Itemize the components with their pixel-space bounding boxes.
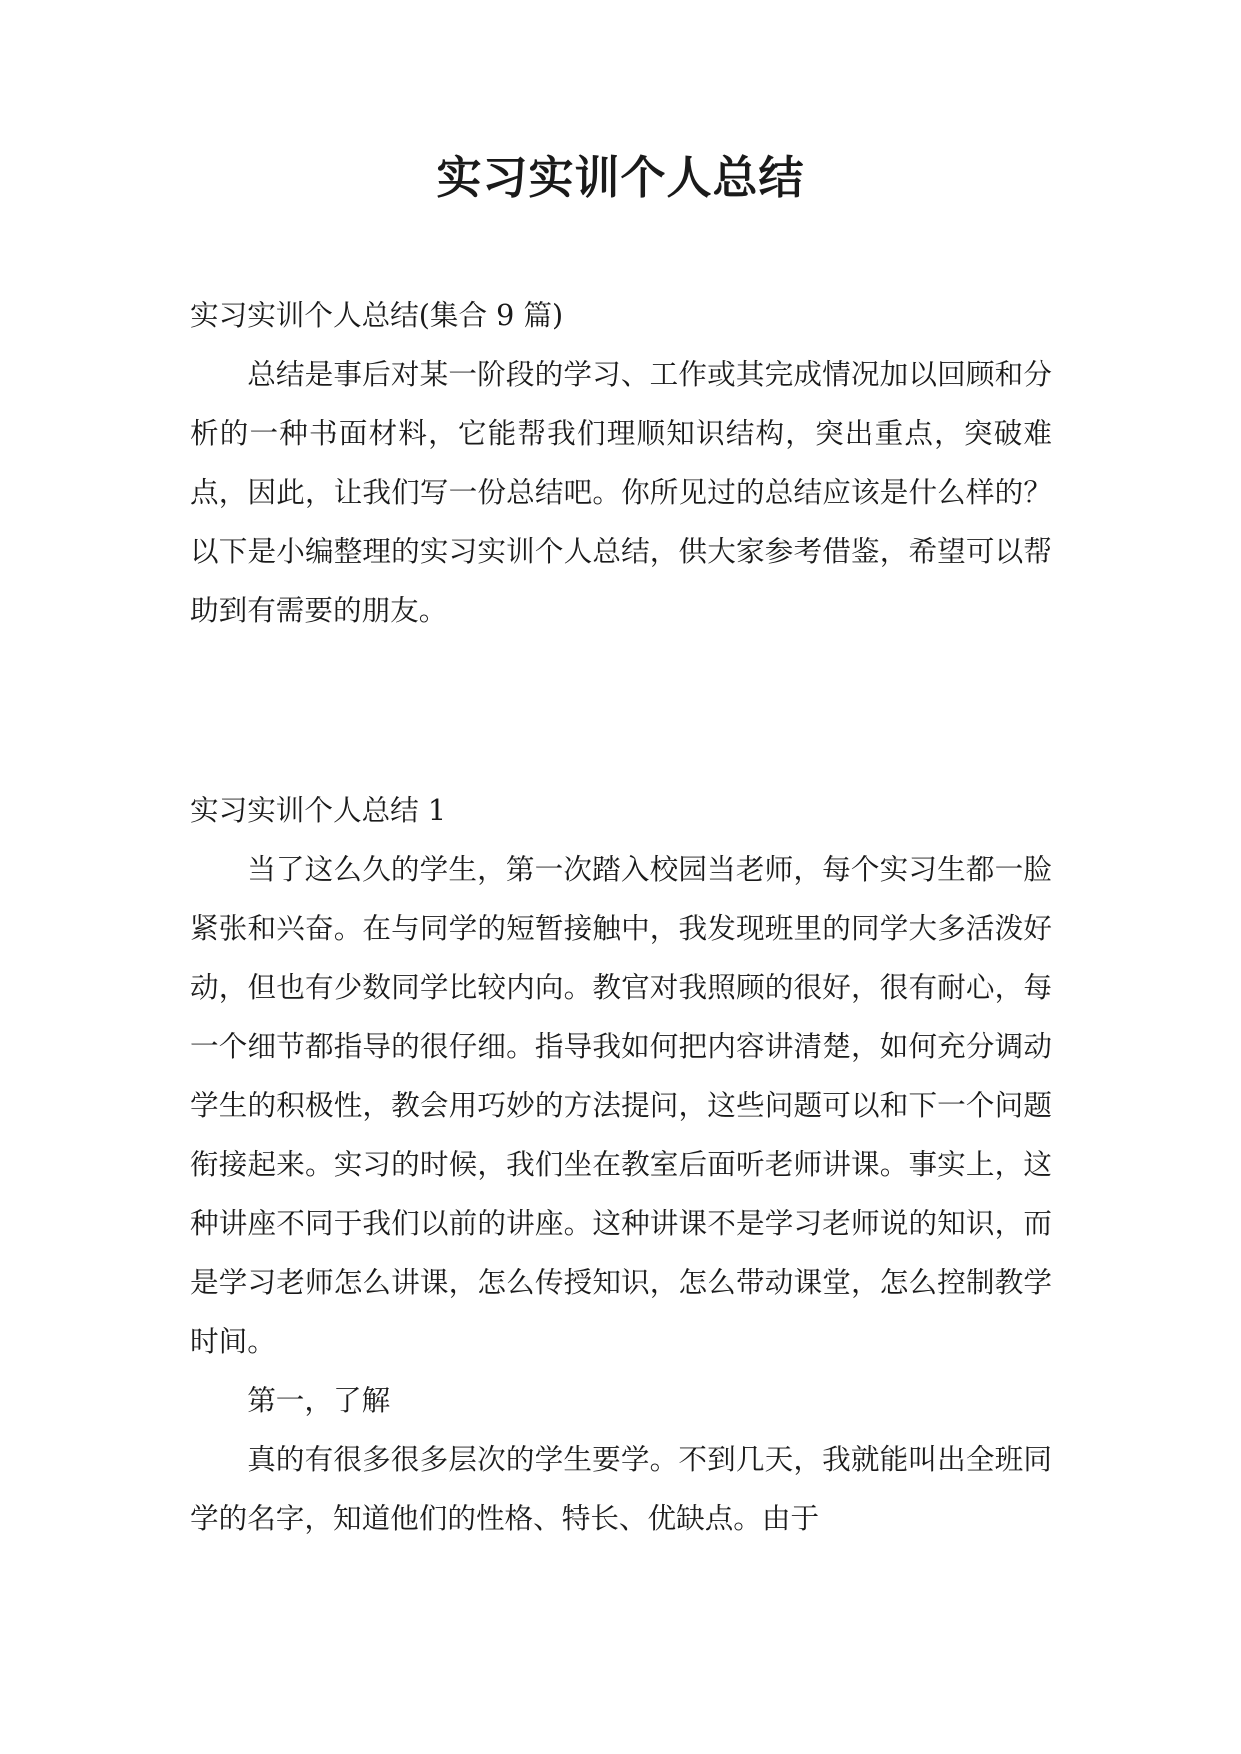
point-heading: 第一，了解 — [247, 1383, 391, 1417]
document-body — [190, 286, 1052, 1548]
section-heading: 实习实训个人总结 1 — [190, 793, 447, 827]
section-paragraph: 当了这么久的学生，第一次踏入校园当老师，每个实习生都一脸紧张和兴奋。在与同学的短暂接触中，我发现班里的同学大多活泼好动，但也有少数同学比较内向。教官对我照顾的很好，很有耐心，每一个细节都指导的很仔细。指导我如何把内容讲清楚，如何充分调动学生的积极性，教会用巧妙的方法提问，这些问题可以和下一个问题衔接起来。实习的时候，我们坐在教室后面听老师讲课。事实上，这种讲座不同于我们以前的讲座。这种讲课不是学习老师说的知识，而是学习老师怎么讲课，怎么传授知识，怎么带动课堂，怎么控制教学时间。 — [190, 852, 1052, 1358]
collection-subtitle: 实习实训个人总结(集合 9 篇) — [190, 298, 564, 332]
section-spacer — [190, 640, 1052, 781]
section-paragraph: 真的有很多很多层次的学生要学。不到几天，我就能叫出全班同学的名字，知道他们的性格、特长、优缺点。由于 — [190, 1442, 1052, 1535]
document-title: 实习实训个人总结 — [436, 151, 805, 204]
intro-paragraph: 总结是事后对某一阶段的学习、工作或其完成情况加以回顾和分析的一种书面材料，它能帮我们理顺知识结构，突出重点，突破难点，因此，让我们写一份总结吧。你所见过的总结应该是什么样的？以下是小编整理的实习实训个人总结，供大家参考借鉴，希望可以帮助到有需要的朋友。 — [190, 357, 1052, 627]
